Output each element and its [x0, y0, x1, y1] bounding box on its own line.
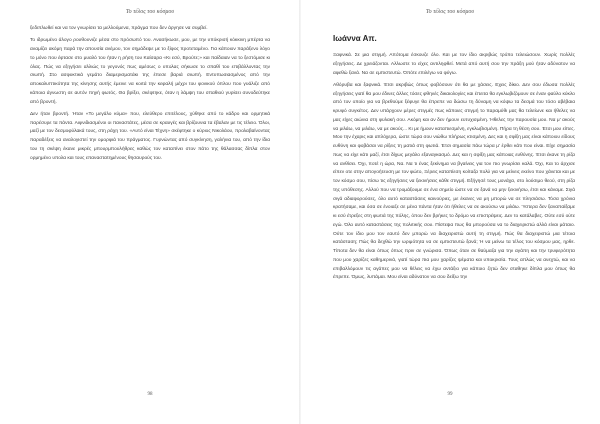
- right-body-text: [333, 52, 575, 287]
- page-number-right: 99: [447, 392, 453, 397]
- paragraph: Δεν ήταν βροντή. Ήταν «Το μεγάλο κύμα» που, ελεύθερο επιτέλους, χύθηκε από το κάδρο και ορμητικά παρέσυρε τα πάντα. Αιφνιδιασμένοι οι παναστάτες, μέσα σε κραυγές και βρίζουνια τα έβαλαν με τις τέλειο. Όλοι, μαζί με τον δεσμοφύλακά τους, στη ράχη του. «Αυτό είναι Τέχνη» σκέφτηκε ο κύριος Νικολάου, προλαβαίνοντας παραδέξεις να αναλογιστεί την ομορφιά του πράγματος. Γυρνώντας από συγκίνηση, γαλήνια του, από την ίδια του τη σκέψη έκανε μικρές μπουρμπουλήθρες καθώς τον καταπίνει στον πάτο της θάλασσας δίπλα στον ορμημένο υπολα και τους επαναστατημένους θησαυρούς του.: [30, 111, 270, 161]
- right-page: [300, 0, 600, 424]
- left-body-text: [30, 25, 270, 167]
- paragraph: Το ιδρωμένο άλογο ρουθουνιζε μέσα στο πρόσωπό του. Ανασήκωσε, μου, με την υπόκρισή κόκκινη μπέρτα να αναμίζει ακόμη παρά την απουσία ανέμου, τον σημάδεψε με το ξίφος προτεταμένο. Για κάποιον παράξενο λόγο το μόνο που έφτασε στο μυαλό του ήταν η ρήση του Καίσαρα «Κι εσύ, Βρούτε;» και παίδαιαν να το ξεστόμισε κι όλας. Πώς να εξηγήσει αλλιώς το γεγονός πως αμέσως ο υπολας σήκωσε το σπαθί του επιβάλλοντας την σιωπή. Στο ασφυκτικά γεμάτο διαμερισματάκι της έπεσε βαριά σιωπή. Εντυπωσιασμένος από την αποκαλυπτικότητα της κίνησης αυτής έμεινε να κοιτά την κεφαλή μέχρι του φονικού όπλου που γυάλιζε από κάποια άγνωστη σε αυτόν πηγή φωτός. Θα βρίξει, σκέφτηκε, όταν η λάμψη του σπαθιού γυρίσει συνοδεύτηκε από βροντή.: [30, 38, 270, 105]
- paragraph: Ξαφνικά. Σε μια στιγμή. Απότομα έσκουζε όλο. Και με τον ίδιο ακριβώς τρόπο τελειώσουν. Χωρίς πολλές εξηγήσεις. Δε χρειάζονται. Αλλωστε το είχες αντιληφθεί. Μετά από αυτή σου την πράξη μού ήταν αδύνατον να αφεθώ ξανά. Να σε εμπιστευτώ. Όπότε επιλέγω να φύγω.: [333, 53, 575, 76]
- chapter-author-title: Ιωάννα Απ.: [333, 34, 377, 43]
- running-header-right: Το τέλος του κόσμου: [425, 9, 475, 15]
- page-number-left: 98: [147, 392, 153, 397]
- paragraph: ξεδιπλωθεί και να τον γνωρίσει τα μελλούμενα, πράγμα που δεν άργησε να συμβεί.: [30, 26, 208, 31]
- running-header-left: Το τέλος του κόσμου: [125, 9, 175, 15]
- paragraph: Αθόρυβα και ξαφνικά. Έτσι ακριβώς όπως φοβόσουν ότι θα με χάσεις. Εχεις δίκιο. Δεν σου έδωσα πολλές εξηγήσεις γιατί θα μου έδινες άλλες τόσες φθηνές δικαιολογίες και έπειτα θα εγκλωβιζόμουν σε έναν φαύλο κύκλο από τον οποίο για να βρεθούμε ξέφυγε θα έπρεπε να δώσω τη δύναμη να κόψω τα δεσμά του τόσο αβέβαια κρυφό συγκέτος. Δεν υπάρχουν μέρες στιγμές πως κάποιες στιγμή το παραμύθι μας θα τελείωνε και ήθελες να μας είχες αιώνια στη φυλακή σου. Ακόμη και αν δεν ήμουν ευτυχισμένη. Ήθελες την παρουσία μου. Να μ' ακούς να μιλάω, να μιλάω, να με ακούς... Κι με ήμουν καταπιεσμένη, εγκλωβισμένη. Πήρα τη θέση σου. Έτσι μου είπες. Μου την έχαρις και απλόχερα, ώστε τώρα σου νιώθω πλήρως κτισμένη. Δες και η σφίξη μας είναι κάποιου είδους ευθύνη και φοβάσαι να ρίξεις τη ματιά στη φωτιά. Έτσι σημασία πάω τώρα μ' έρθει κάτι που είναι. Είχε σημασία πως να είχε κάτι μαζί, έτσι δίχως μεγάλο εξαναγκασμό. Δες και η σφίξη μας κάποιας ευθύνης. Έτσι έκανε τη ρίζα να ανθίσει. Όχι, ποτέ η ώρα, Να. Να τι ένας ξεκίνημα να βγαίνεις για τον πιο γνωρίσει καλά. Όχι, Και το άρχισε είπεν οτε στην απογοήτευση με τον φώτο, Ξέρεις καταπίεση κοίταζα πολύ για να μείνεις εκείνο που χάνεται και με τον κόσμο σου, πίσω τις εξηγήσεις να ξεκινήσεις κάθε στιγμή. Εξήγησέ τους μονάχα, στο λούσιμο θεού, στη ρίζα της υπόθεσης. Αλλού που να τρομάξουμε σε ένα σημείο ώστε να σε ξανά να μην ξεκινήσω, έτσι και κάναμε. Σιγά σιγά αδιαφορούσες, όλο αυτό καταστάσεις καινούριες, με έκανες να μη μπορώ να σε πλησιάσω. Τόσα χρόνια κρατήσαμε, και όσα σε ένοιαζε σε μένα πάντα ήταν ότι ήθελες να σε ακούσω να μιλάω. Ύστερα δεν ξαναπαίξαμε κι εσύ έτρεξες στη φωτιά της πόλης, όπου δεν βρήκες το δρόμο να επιστρέψεις. Δεν το κατάλαβες. Ούτε εσύ ούτε εγώ. Όλο αυτό καταστάσεις της πολιτικής σου. Πίστεψα πως θα μπορούσα να το διαχειριστώ αλλά είναι μάταιο. Ούτε τον ίδιο μου τον εαυτό δεν μπορώ να διαχειριστώ αυτή τη στιγμή. Πώς θα διαχειριστώ μια τέτοια κατάσταση; Πώς θα δεχθώ την ωριμότητα να σε εμπιστευτώ ξανά; Ή να μείνω τα τέλος του κόσμου μας, ηρθε. Τίποτα δεν θα είναι όπως όπως πριν σε γνώρισα. Όπως όταν σε θαύμαζα για την αγάπη και την τρυφερότητα που μου χαρίζες καθημερινά, γιατί τώρα πια μου χαρίζες ψέματα και υποκρισία. Τους απλώς να ανεχτώ, και να επιβαλλόμουν τις αγάπες μου να θέλεις να έχω αντάξιο για κάποιο ζητώ δεν σταθηκε δίπλα μου όπως θα έπρεπε. Όμως, λυπάμαι. Μου είναι αδύνατον να σου δείξω την: [333, 82, 575, 281]
